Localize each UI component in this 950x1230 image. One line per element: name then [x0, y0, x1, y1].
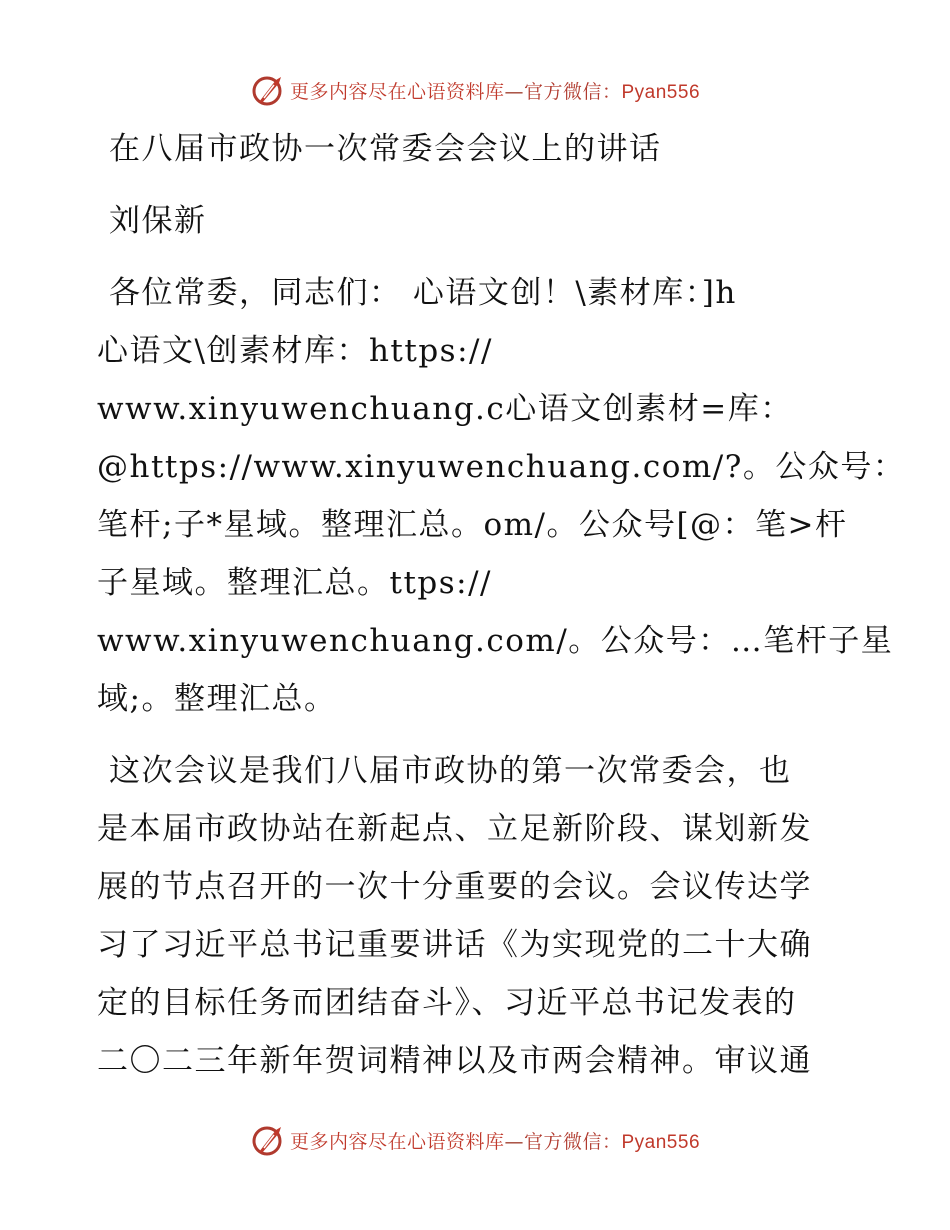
- paragraph-line: 子星域。整理汇总。ttps://: [97, 565, 492, 601]
- paragraph-line: www.xinyuwenchuang.com/。公众号：…笔杆子星: [97, 623, 894, 659]
- document-author: 刘保新: [109, 203, 207, 239]
- document-body: [97, 120, 906, 1090]
- paragraph-line: 展的节点召开的一次十分重要的会议。会议传达学: [97, 869, 812, 905]
- paragraph-line: 笔杆;子*星域。整理汇总。om/。公众号[@：笔>杆: [97, 507, 848, 543]
- paragraph-line: 心语文\创素材库：https://: [97, 333, 493, 369]
- paragraph-line: 定的目标任务而团结奋斗》、习近平总书记发表的: [97, 985, 797, 1021]
- banner-text: 更多内容尽在心语资料库—官方微信：Pyan556: [289, 1130, 701, 1153]
- paragraph-line: 这次会议是我们八届市政协的第一次常委会，也: [109, 753, 792, 789]
- banner-text: 更多内容尽在心语资料库—官方微信：Pyan556: [289, 80, 701, 103]
- paragraph-line: @https://www.xinyuwenchuang.com/?。公众号：: [97, 449, 906, 485]
- paragraph-line: 二〇二三年新年贺词精神以及市两会精神。审议通: [97, 1043, 812, 1079]
- paragraph-line: 习了习近平总书记重要讲话《为实现党的二十大确: [97, 927, 812, 963]
- footer-watermark-banner: [0, 1122, 950, 1158]
- paragraph-line: 是本届市政协站在新起点、立足新阶段、谋划新发: [97, 811, 812, 847]
- paragraph-line: 各位常委，同志们： 心语文创！\素材库：]h: [109, 275, 737, 311]
- paragraph-line: 域;。整理汇总。: [97, 681, 337, 717]
- paragraph-1: [97, 264, 906, 728]
- paragraph-2: [97, 742, 857, 1090]
- header-watermark-banner: [0, 72, 950, 108]
- paragraph-line: www.xinyuwenchuang.c心语文创素材=库：: [97, 391, 793, 427]
- quill-pen-logo-icon: [250, 1122, 286, 1158]
- document-title: 在八届市政协一次常委会会议上的讲话: [109, 131, 662, 167]
- quill-pen-logo-icon: [250, 72, 286, 108]
